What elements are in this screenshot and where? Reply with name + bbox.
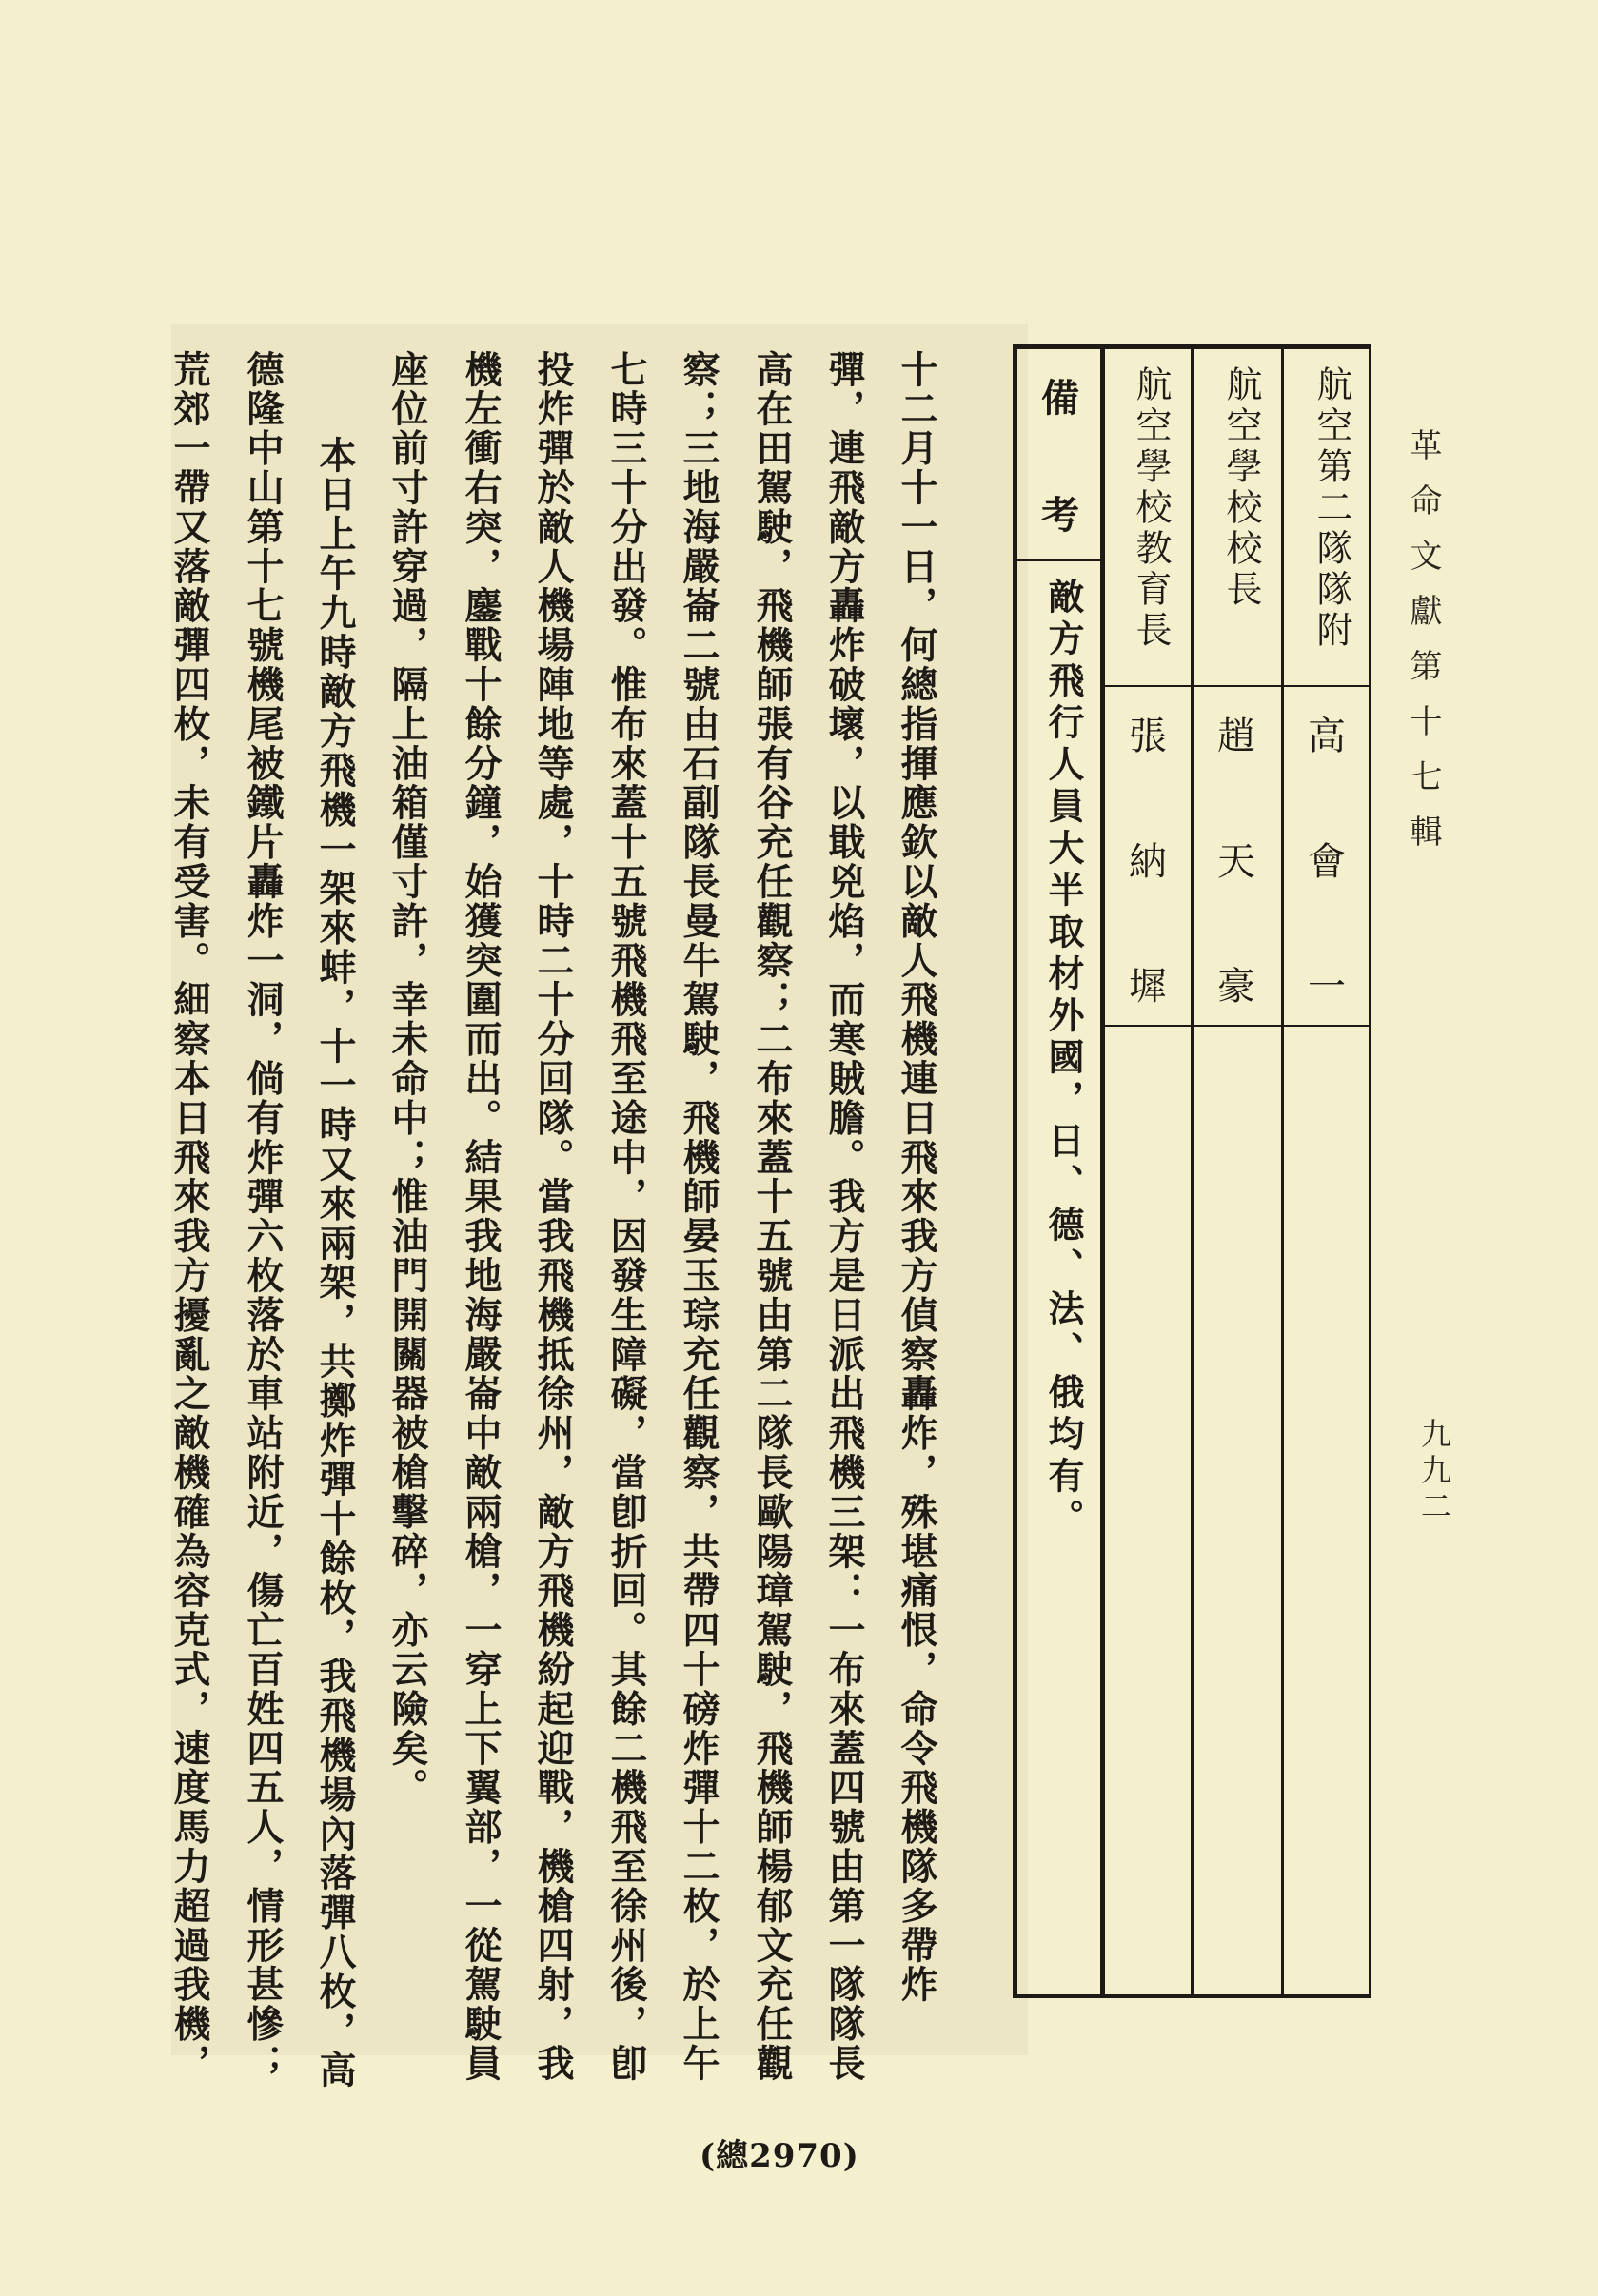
name-row-divider <box>1105 1025 1370 1027</box>
column-divider <box>1191 344 1194 1998</box>
title-row-divider <box>1105 685 1370 687</box>
body-column: 彈，連飛敵方轟炸破壞，以戢兇焰，而寒賊膽。我方是日派出飛機三架：一布來蓋四號由第一隊隊長 <box>822 350 866 2084</box>
person-name <box>1298 706 1355 1011</box>
page-number: 九九二 <box>1416 1418 1452 1526</box>
position-title: 航空第二隊隊附 <box>1311 365 1352 652</box>
body-column: 七時三十分出發。惟布來蓋十五號飛機飛至途中，因發生障礙，當卽折回。其餘二機飛至徐州後，卽 <box>604 350 648 2084</box>
body-column: 座位前寸許穿過，隔上油箱僅寸許，幸未命中；惟油門開關器被槍擊碎，亦云險矣。 <box>385 350 429 1808</box>
name-char: 墀 <box>1129 965 1167 1009</box>
personnel-table <box>1013 344 1371 1998</box>
name-char: 天 <box>1217 839 1255 884</box>
name-char: 張 <box>1129 715 1167 758</box>
body-column: 本日上午九時敵方飛機一架來蚌，十一時又來兩架，共擲炸彈十餘枚，我飛機場內落彈八枚，高 <box>313 436 357 2090</box>
name-char: 高 <box>1308 715 1346 758</box>
label-char: 備 <box>1041 376 1079 421</box>
person-name <box>1208 706 1265 1011</box>
remarks-label <box>1032 368 1089 540</box>
position-title: 航空學校教育長 <box>1130 365 1172 652</box>
person-name <box>1119 706 1176 1011</box>
label-char: 考 <box>1041 493 1079 538</box>
body-column: 機左衝右突，鏖戰十餘分鐘，始獲突圍而出。結果我地海嚴崙中敵兩槍，一穿上下翼部，一從駕駛員 <box>459 350 503 2084</box>
table-left-border <box>1013 344 1017 1998</box>
table-right-border <box>1369 344 1371 1998</box>
body-column: 投炸彈於敵人機場陣地等處，十時二十分回隊。當我飛機抵徐州，敵方飛機紛起迎戰，機槍四射，我 <box>531 350 575 2084</box>
body-column: 察；三地海嚴崙二號由石副隊長曼牛駕駛，飛機師晏玉琮充任觀察，共帶四十磅炸彈十二枚，於上午 <box>677 350 720 2084</box>
name-char: 納 <box>1129 839 1167 884</box>
remarks-label-divider <box>1017 559 1100 561</box>
name-char: 一 <box>1308 965 1346 1009</box>
body-column: 德隆中山第十七號機尾被鐵片轟炸一洞，倘有炸彈六枚落於車站附近，傷亡百姓四五人，情形甚慘； <box>241 350 285 2084</box>
name-char: 會 <box>1308 839 1346 884</box>
name-char: 趙 <box>1217 715 1255 758</box>
body-column: 高在田駕駛，飛機師張有谷充任觀察；二布來蓋十五號由第二隊長歐陽璋駕駛，飛機師楊郁文充任觀 <box>750 350 794 2084</box>
remarks-text: 敵方飛行人員大半取材外國，日、德、法、俄均有。 <box>1042 578 1085 1540</box>
column-divider <box>1281 344 1284 1998</box>
total-page-number: (總2970) <box>700 2137 859 2175</box>
name-char: 豪 <box>1217 965 1255 1009</box>
remarks-divider <box>1100 344 1105 1998</box>
body-column: 十二月十一日，何總指揮應欽以敵人飛機連日飛來我方偵察轟炸，殊堪痛恨，命令飛機隊多帶炸 <box>895 350 938 2005</box>
book-title: 革命文獻第十七輯 <box>1404 428 1442 870</box>
body-column: 荒郊一帶又落敵彈四枚，未有受害。細察本日飛來我方擾亂之敵機確為容克式，速度馬力超過我機， <box>168 350 211 2084</box>
position-title: 航空學校校長 <box>1220 365 1262 611</box>
